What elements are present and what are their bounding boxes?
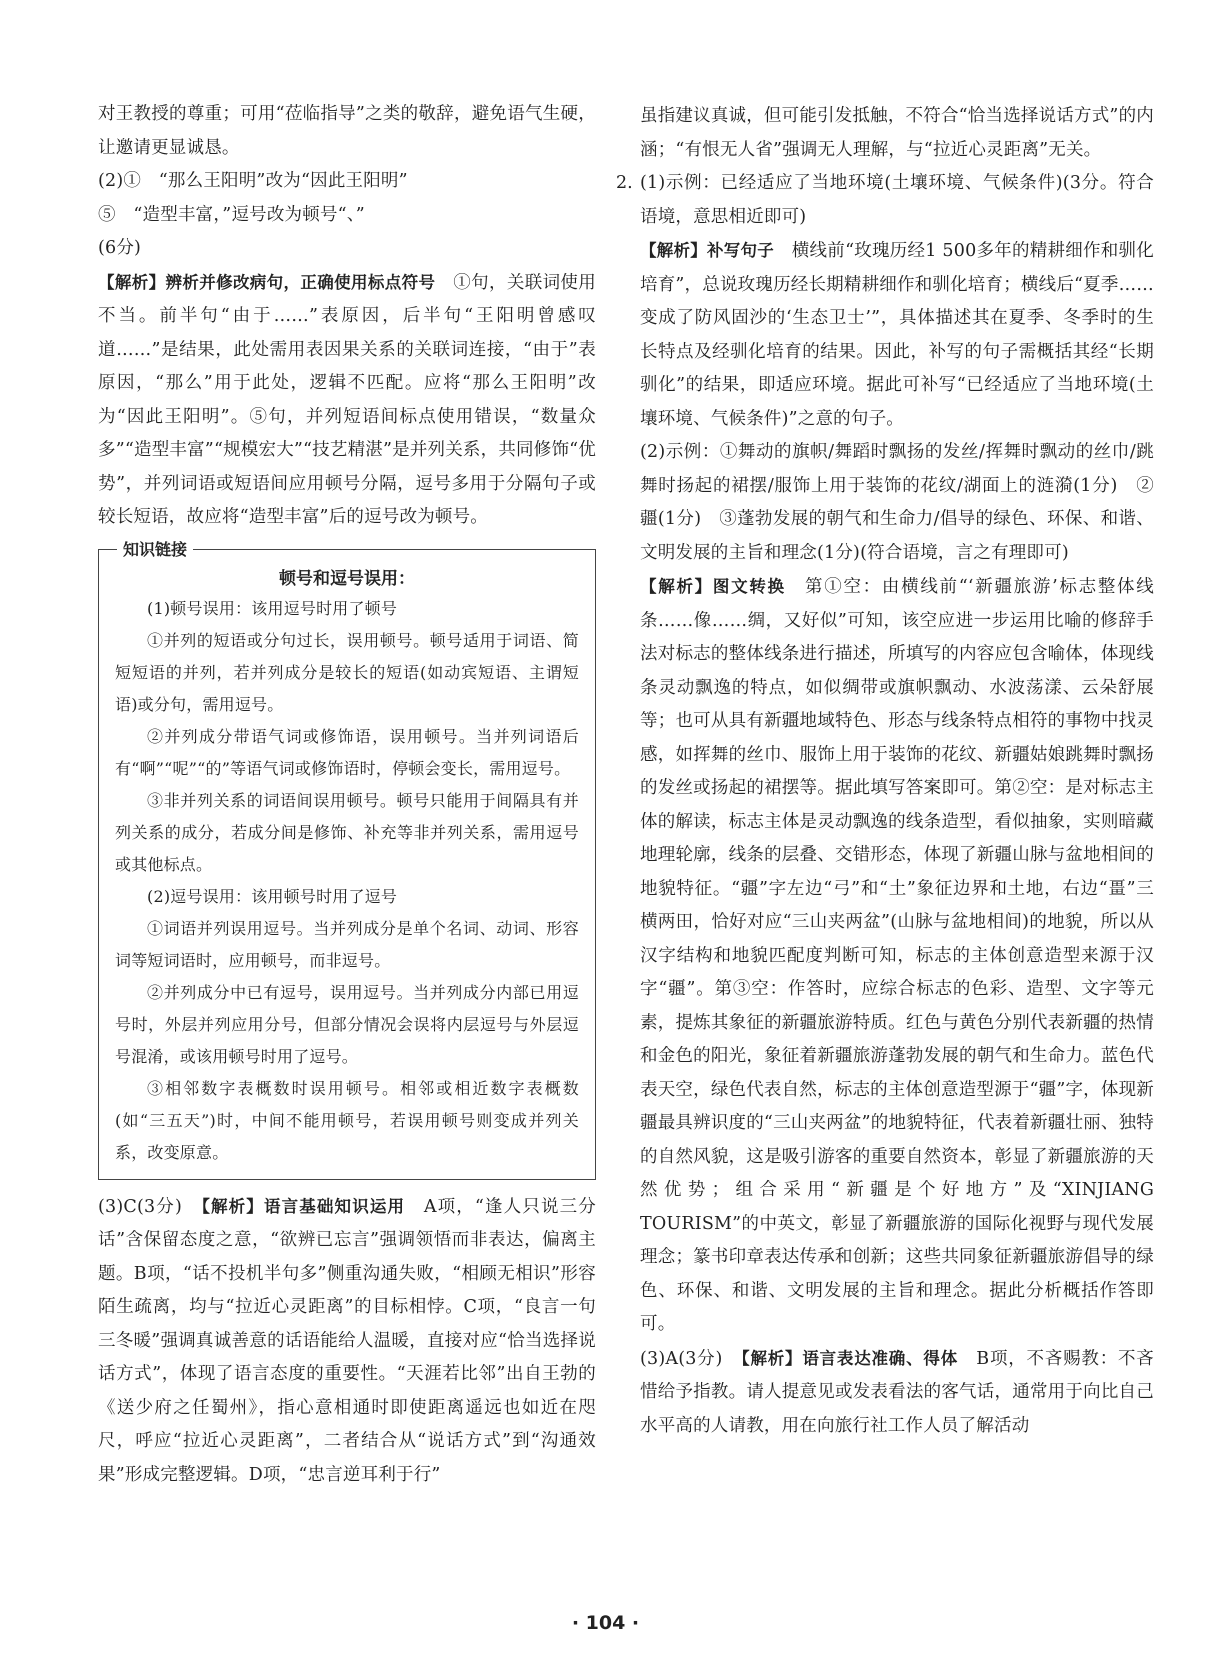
answer-3 bbox=[98, 1190, 596, 1493]
analysis-2 bbox=[98, 266, 596, 535]
analysis-2-1-tag: 【解析】补写句子 bbox=[640, 241, 775, 260]
answer-2-1: (1)示例：已经适应了当地环境(土壤环境、气候条件)(3分。符合语境，意思相近即可) bbox=[640, 173, 1154, 227]
analysis-3-text: A项，“逢人只说三分话”含保留态度之意，“欲辨已忘言”强调领悟而非表达，偏离主题。B项，“话不投机半句多”侧重沟通失败，“相顾无相识”形容陌生疏离，均与“拉近心灵距离”的目标相悖。C项，“良言一句三冬暖”强调真诚善意的话语能给人温暖，直接对应“恰当选择说话方式”，体现了语言态度的重要性。“天涯若比邻”出自王勃的《送少府之任蜀州》，指心意相通时即使距离遥远也如近在咫尺，呼应“拉近心灵距离”，二者结合从“说话方式”到“沟通效果”形成完整逻辑。D项，“忠言逆耳利于行” bbox=[98, 1196, 596, 1485]
box-item-1-3: ③非并列关系的词语间误用顿号。顿号只能用于间隔具有并列关系的成分，若成分间是修饰、补充等非并列关系，需用逗号或其他标点。 bbox=[115, 790, 579, 874]
box-item-1-1: ①并列的短语或分句过长，误用顿号。顿号适用于词语、简短短语的并列，若并列成分是较长的短语(如动宾短语、主谓短语)或分句，需用逗号。 bbox=[115, 630, 579, 714]
answer-3-right-head: (3)A(3分) bbox=[640, 1348, 742, 1369]
box-item-2-2: ②并列成分中已有逗号，误用逗号。当并列成分内部已用逗号时，外层并列应用分号，但部分情况会误将内层逗号与外层逗号混淆，或该用顿号时用了逗号。 bbox=[115, 982, 579, 1066]
answer-2-line-2: ⑤ “造型丰富，”逗号改为顿号“、” bbox=[98, 204, 365, 225]
box-item-2-1: ①词语并列误用逗号。当并列成分是单个名词、动词、形容词等短词语时，应用顿号，而非逗号。 bbox=[115, 918, 579, 970]
analysis-2-2 bbox=[640, 570, 1154, 1342]
box-item-2-3: ③相邻数字表概数时误用顿号。相邻或相近数字表概数(如“三五天”)时，中间不能用顿号，若误用顿号则变成并列关系，改变原意。 bbox=[115, 1078, 579, 1162]
question-2-block bbox=[616, 167, 1154, 234]
box-section-2: (2)逗号误用：该用顿号时用了逗号 bbox=[147, 886, 398, 906]
left-para-1: 对王教授的尊重；可用“莅临指导”之类的敬辞，避免语气生硬，让邀请更显诚恳。 bbox=[98, 104, 596, 158]
answer-2-line-1: (2)① “那么王阳明”改为“因此王阳明” bbox=[98, 171, 408, 191]
analysis-2-1-text: 横线前“玫瑰历经1 500多年的精耕细作和驯化培育”，总说玫瑰历经长期精耕细作和驯化培育；横线后“夏季……变成了防风固沙的‘生态卫士’”，具体描述其在夏季、冬季时的生长特点及经驯化培育的结果。因此，补写的句子需概括其经“长期驯化”的结果，即适应环境。据此可补写“已经适应了当地环境(土壤环境、气候条件)”之意的句子。 bbox=[640, 241, 1154, 429]
analysis-2-2-text: 第①空：由横线前“‘新疆旅游’标志整体线条……像……绸，又好似”可知，该空应进一步运用比喻的修辞手法对标志的整体线条进行描述，所填写的内容应包含喻体，体现线条灵动飘逸的特点，如似绸带或旗帜飘动、水波荡漾、云朵舒展等；也可从具有新疆地域特色、形态与线条特点相符的事物中找灵感，如挥舞的丝巾、服饰上用于装饰的花纹、新疆姑娘跳舞时飘扬的发丝或扬起的裙摆等。据此填写答案即可。第②空：是对标志主体的解读，标志主体是灵动飘逸的线条造型，看似抽象，实则暗藏地理轮廓，线条的层叠、交错形态，体现了新疆山脉与盆地相间的地貌特征。“疆”字左边“弓”和“土”象征边界和土地，右边“畺”三横两田，恰好对应“三山夹两盆”(山脉与盆地相间)的地貌，所以从汉字结构和地貌匹配度判断可知，标志的主体创意造型来源于汉字“疆”。第③空：作答时，应综合标志的色彩、造型、文字等元素，提炼其象征的新疆旅游特质。红色与黄色分别代表新疆的热情和金色的阳光，象征着新疆旅游蓬勃发展的朝气和生命力。蓝色代表天空，绿色代表自然，标志的主体创意造型源于“疆”字，体现新疆最具辨识度的“三山夹两盆”的地貌特征，代表着新疆壮丽、独特的自然风貌，这是吸引游客的重要自然资本，彰显了新疆旅游的天然优势；组合采用“新疆是个好地方”及“XINJIANG TOURISM”的中英文，彰显了新疆旅游的国际化视野与现代发展理念；篆书印章表达传承和创新；这些共同象征新疆旅游倡导的绿色、环保、和谐、文明发展的主旨和理念。据此分析概括作答即可。 bbox=[640, 577, 1154, 1334]
knowledge-link-box bbox=[98, 539, 596, 1180]
answer-3-right bbox=[640, 1342, 1154, 1444]
answer-2-score: (6分) bbox=[98, 238, 142, 258]
right-para-0: 虽指建议真诚，但可能引发抵触，不符合“恰当选择说话方式”的内涵；“有恨无人省”强调无人理解，与“拉近心灵距离”无关。 bbox=[640, 106, 1154, 160]
analysis-3-tag: 【解析】语言基础知识运用 bbox=[201, 1196, 406, 1216]
answer-3-head: (3)C(3分) bbox=[98, 1196, 202, 1217]
analysis-2-text: ①句，关联词使用不当。前半句“由于……”表原因，后半句“王阳明曾感叹道……”是结果，此处需用表因果关系的关联词连接，“由于”表原因，“那么”用于此处，逻辑不匹配。应将“那么王阳明”改为“因此王阳明”。⑤句，并列短语间标点使用错误，“数量众多”“造型丰富”“规模宏大”“技艺精湛”是并列关系，共同修饰“优势”，并列词语或短语间应用顿号分隔，逗号多用于分隔句子或较长短语，故应将“造型丰富”后的逗号改为顿号。 bbox=[98, 272, 596, 527]
knowledge-link-label: 知识链接 bbox=[117, 537, 193, 560]
answer-2-2: (2)示例：①舞动的旗帜/舞蹈时飘扬的发丝/挥舞时飘动的丝巾/跳舞时扬起的裙摆/服饰上用于装饰的花纹/湖面上的涟漪(1分) ②疆(1分) ③蓬勃发展的朝气和生命力/倡导的绿色、环保、和谐、文明发展的主旨和理念(1分)(符合语境，言之有理即可) bbox=[640, 442, 1154, 563]
analysis-2-tag: 【解析】辨析并修改病句，正确使用标点符号 bbox=[98, 272, 436, 292]
question-2-number: 2. bbox=[616, 173, 633, 193]
knowledge-link-title: 顿号和逗号误用： bbox=[279, 568, 415, 589]
page-number: · 104 · bbox=[571, 1612, 640, 1634]
box-section-1: (1)顿号误用：该用逗号时用了顿号 bbox=[147, 598, 398, 618]
analysis-2-2-tag: 【解析】图文转换 bbox=[640, 577, 786, 596]
box-item-1-2: ②并列成分带语气词或修饰语，误用顿号。当并列词语后有“啊”“呢”“的”等语气词或修饰语时，停顿会变长，需用逗号。 bbox=[115, 726, 579, 778]
left-column bbox=[98, 98, 596, 1492]
analysis-3-right-tag: 【解析】语言表达准确、得体 bbox=[741, 1348, 958, 1368]
right-column bbox=[616, 100, 1155, 1443]
analysis-3-right-text: B项，不吝赐教：不吝惜给予指教。请人提意见或发表看法的客气话，通常用于向比自己水平高的人请教，用在向旅行社工作人员了解活动 bbox=[640, 1348, 1155, 1436]
analysis-2-1 bbox=[640, 234, 1154, 436]
